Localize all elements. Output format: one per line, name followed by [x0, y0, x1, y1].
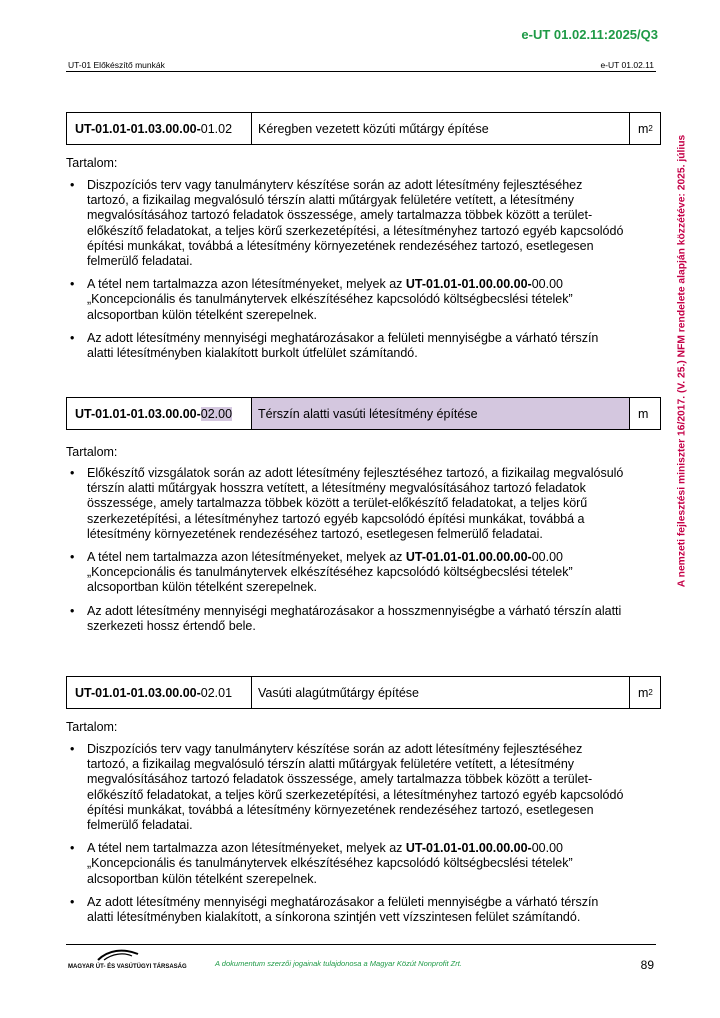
bullet-text: A tétel nem tartalmazza azon létesítményeket, melyek az — [87, 550, 406, 565]
bullet-list — [66, 742, 626, 933]
item-code-suffix: 02.01 — [200, 685, 233, 700]
unit-text: m — [638, 121, 649, 136]
item-unit-cell — [630, 677, 660, 708]
item-code-cell — [67, 677, 252, 708]
side-note — [673, 96, 691, 626]
list-item: • Előkészítő vizsgálatok során az adott létesítmény fejlesztéséhez tartozó, a fizikailag megvalósuló térszín alatti műtárgyak hosszra vetített, a létesítmény megvalósításához tartozó feladatok összessége, amely tartalmazza többek között a terület-előkészítő feladatokat, a teljes körű szerkezetépítési, a létesítményhez tartozó egyéb kapcsolódó építési munkákat, továbbá a létesítmény környezetének rendezéséhez tartozó, esetlegesen felmerülő feladatai. — [66, 466, 626, 542]
side-note-text: A nemzeti fejlesztési miniszter 16/2017. (V. 25.) NFM rendelete alapján közzétéve: 2025. július — [676, 134, 688, 588]
list-item: • Az adott létesítmény mennyiségi meghatározásakor a felületi mennyiségbe a várható térszín alatti létesítményben kialakított burkolt útfelület számítandó. — [66, 331, 626, 361]
item-unit-cell — [630, 398, 660, 429]
item-code-bold: UT-01.01-01.03.00.00- — [75, 406, 201, 421]
item-code-suffix: 01.02 — [200, 121, 233, 136]
logo-swoosh-icon — [68, 948, 158, 962]
page-number: 89 — [640, 958, 654, 972]
item-code-suffix: 02.00 — [200, 406, 233, 421]
logo-text: MAGYAR ÚT- ÉS VASÚTÜGYI TÁRSASÁG — [68, 964, 187, 970]
ref-code-bold: UT-01.01-01.00.00.00- — [405, 277, 532, 292]
tartalom-label: Tartalom: — [66, 156, 118, 170]
item-table-2 — [66, 397, 661, 430]
unit-exponent: 2 — [648, 124, 653, 133]
list-item — [66, 841, 626, 887]
ref-code-bold: UT-01.01-01.00.00.00- — [405, 550, 532, 565]
item-table-1 — [66, 112, 661, 145]
header-left: UT-01 Előkészítő munkák — [68, 60, 165, 70]
item-code-bold: UT-01.01-01.03.00.00- — [75, 685, 201, 700]
society-logo — [68, 950, 187, 970]
list-item — [66, 550, 626, 596]
ref-code-suffix: 00.00 — [531, 550, 563, 565]
bullet-text: A tétel nem tartalmazza azon létesítményeket, melyek az — [87, 841, 406, 856]
footer-rule — [66, 944, 656, 945]
unit-text: m — [638, 685, 649, 700]
header-rule — [66, 71, 656, 72]
ref-code-bold: UT-01.01-01.00.00.00- — [405, 841, 532, 856]
bullet-text: A tétel nem tartalmazza azon létesítményeket, melyek az — [87, 277, 406, 292]
bullet-list — [66, 466, 626, 642]
item-name-cell: Kéregben vezetett közúti műtárgy építése — [252, 113, 630, 144]
item-code-bold: UT-01.01-01.03.00.00- — [75, 121, 201, 136]
bullet-text: „Koncepcionális és tanulmánytervek elkészítéséhez kapcsolódó költségbecslési tételek” alcsoportban külön tételként szerepelnek. — [87, 856, 573, 886]
unit-exponent: 2 — [648, 688, 653, 697]
unit-text: m — [638, 406, 649, 421]
item-table-3 — [66, 676, 661, 709]
bullet-list — [66, 178, 626, 369]
list-item: • Diszpozíciós terv vagy tanulmányterv készítése során az adott létesítmény fejlesztéséhez tartozó, a fizikailag megvalósuló térszín alatti műtárgyak felületére vetített, a létesítmény megvalósításához tartozó feladatok összessége, amely tartalmazza többek között a terület-előkészítő feladatokat, a teljes körű szerkezetépítési, a létesítményhez tartozó egyéb kapcsolódó építési munkákat, továbbá a létesítmény környezetének rendezéséhez tartozó, esetlegesen felmerülő feladatai. — [66, 742, 626, 833]
list-item: • Az adott létesítmény mennyiségi meghatározásakor a felületi mennyiségbe a várható térszín alatti létesítményben kialakított, a sínkorona szintjén vett vízszintesen felület számítandó. — [66, 895, 626, 925]
tartalom-label: Tartalom: — [66, 445, 118, 459]
list-item: • Diszpozíciós terv vagy tanulmányterv készítése során az adott létesítmény fejlesztéséhez tartozó, a fizikailag megvalósuló térszín alatti műtárgyak felületére vetített, a létesítmény megvalósításához tartozó feladatok összessége, amely tartalmazza többek között a terület-előkészítő feladatokat, a teljes körű szerkezetépítési, a létesítményhez tartozó egyéb kapcsolódó építési munkákat, továbbá a létesítmény környezetének rendezéséhez tartozó, esetlegesen felmerülő feladatai. — [66, 178, 626, 269]
item-code-cell — [67, 113, 252, 144]
header-right: e-UT 01.02.11 — [600, 60, 654, 70]
document-id: e-UT 01.02.11:2025/Q3 — [521, 27, 658, 42]
list-item — [66, 277, 626, 323]
ref-code-suffix: 00.00 — [531, 841, 563, 856]
item-unit-cell — [630, 113, 660, 144]
copyright-notice: A dokumentum szerzői jogainak tulajdonosa a Magyar Közút Nonprofit Zrt. — [215, 959, 462, 968]
item-name-cell: Vasúti alagútműtárgy építése — [252, 677, 630, 708]
ref-code-suffix: 00.00 — [531, 277, 563, 292]
bullet-text: „Koncepcionális és tanulmánytervek elkészítéséhez kapcsolódó költségbecslési tételek” alcsoportban külön tételként szerepelnek. — [87, 292, 573, 322]
item-code-cell — [67, 398, 252, 429]
item-name-cell: Térszín alatti vasúti létesítmény építése — [252, 398, 630, 429]
tartalom-label: Tartalom: — [66, 720, 118, 734]
list-item: • Az adott létesítmény mennyiségi meghatározásakor a hosszmennyiségbe a várható térszín alatti szerkezeti hossz értendő bele. — [66, 604, 626, 634]
bullet-text: „Koncepcionális és tanulmánytervek elkészítéséhez kapcsolódó költségbecslési tételek” alcsoportban külön tételként szerepelnek. — [87, 565, 573, 595]
